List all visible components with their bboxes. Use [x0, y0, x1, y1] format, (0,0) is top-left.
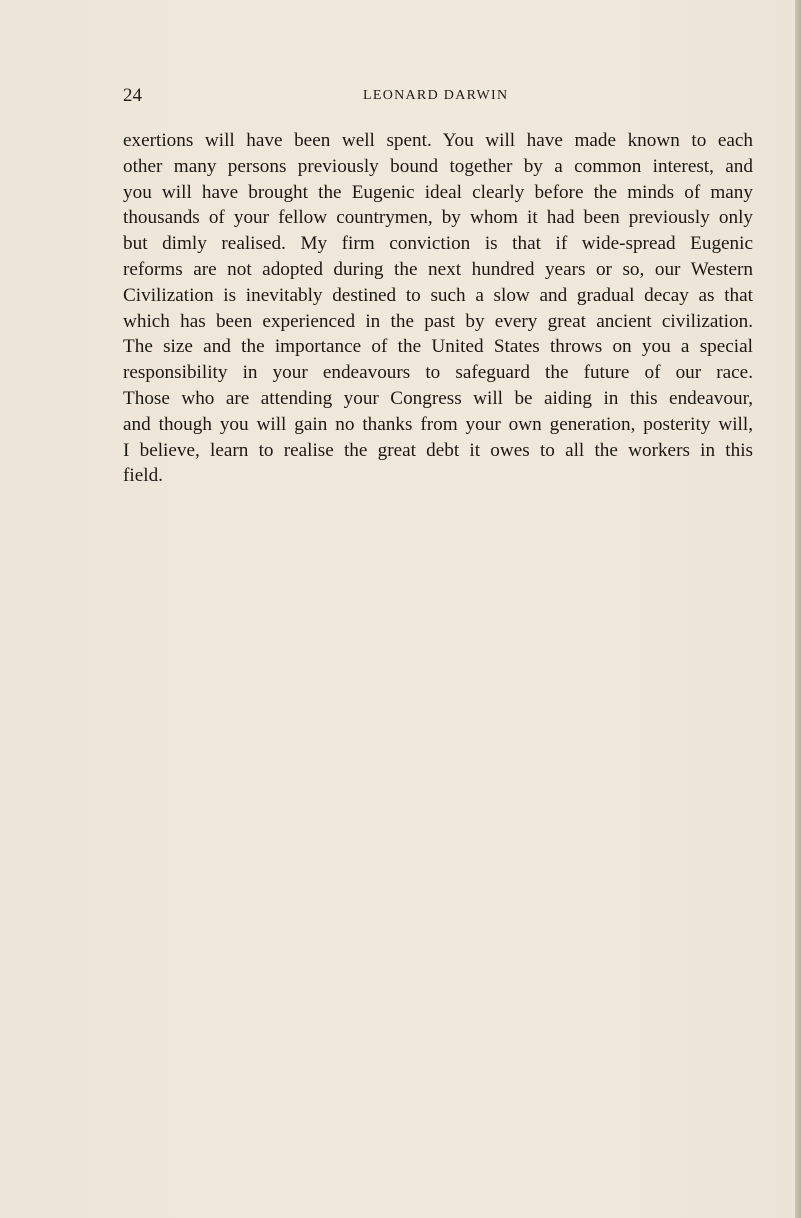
- text-line: reforms are not adopted during the next hundred years or so, our Western: [123, 258, 753, 280]
- text-line: The size and the importance of the United States throws on you a special: [123, 336, 753, 358]
- text-line: and though you will gain no thanks from your own generation, posterity will,: [123, 413, 753, 435]
- text-line: Those who are attending your Congress will be aiding in this endeavour,: [123, 387, 753, 409]
- text-line: thousands of your fellow countrymen, by whom it had been previously only: [123, 207, 753, 229]
- page-edge: [795, 0, 801, 1218]
- text-line: Civilization is inevitably destined to such a slow and gradual decay as that: [123, 284, 753, 306]
- text-line: I believe, learn to realise the great debt it owes to all the workers in this: [123, 439, 753, 461]
- text-line: you will have brought the Eugenic ideal clearly before the minds of many: [123, 181, 753, 203]
- body-paragraph: [123, 128, 753, 489]
- running-head: [123, 84, 687, 108]
- text-line: which has been experienced in the past by every great ancient civilization.: [123, 310, 753, 332]
- running-title: LEONARD DARWIN: [363, 88, 509, 103]
- text-line: other many persons previously bound together by a common interest, and: [123, 155, 753, 177]
- text-line: but dimly realised. My firm conviction is that if wide-spread Eugenic: [123, 233, 753, 255]
- text-line: responsibility in your endeavours to safeguard the future of our race.: [123, 362, 753, 384]
- text-line-last: field.: [123, 465, 163, 487]
- page-number: 24: [123, 85, 142, 106]
- text-line: exertions will have been well spent. You will have made known to each: [123, 130, 753, 151]
